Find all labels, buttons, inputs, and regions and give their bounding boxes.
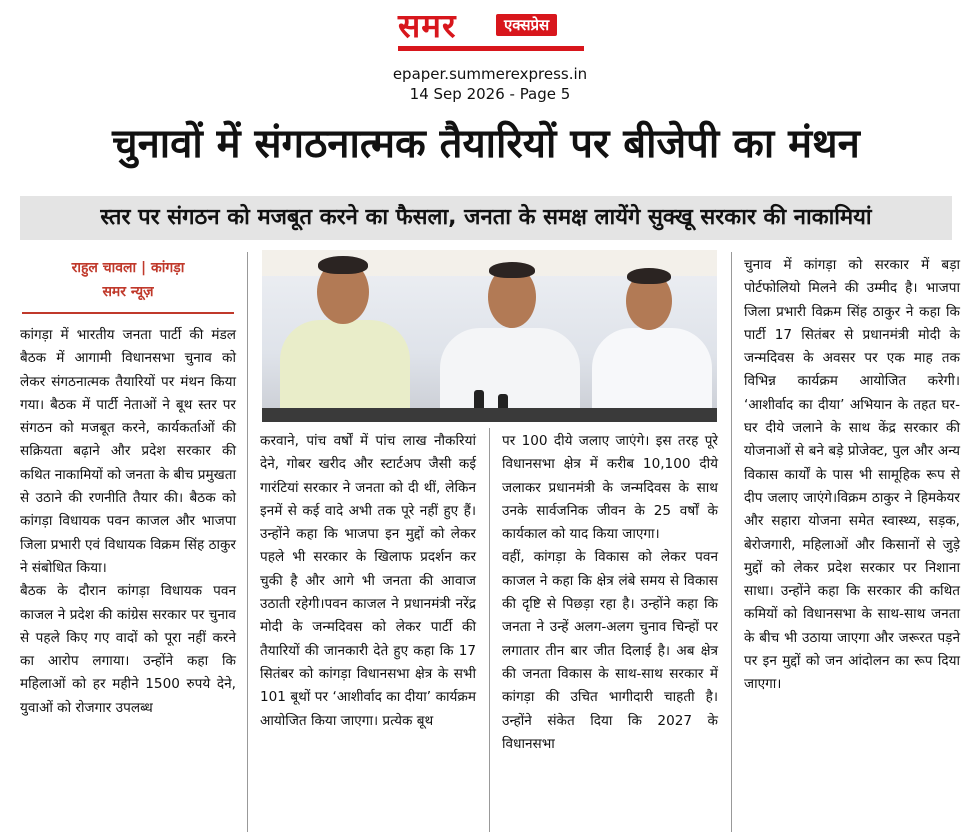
logo-badge-text: एक्सप्रेस bbox=[496, 14, 557, 36]
article-column-2 bbox=[260, 430, 476, 733]
masthead-logo bbox=[398, 8, 584, 54]
edition-date-page: 14 Sep 2026 - Page 5 bbox=[409, 85, 571, 103]
column-divider bbox=[731, 252, 732, 832]
article-paragraph: करवाने, पांच वर्षों में पांच लाख नौकरियां देने, गोबर खरीद और स्टार्टअप जैसी कई गारंटियां सरकार ने जनता को दी थीं, लेकिन इनमें से कई वादे अभी तक पूरे नहीं हुए हैं। उन्होंने कहा कि भाजपा इन मुद्दों को लेकर पहले भी सरकार के खिलाफ प्रदर्शन कर चुकी है और आगे भी जनता की आवाज उठाती रहेगी।पवन काजल ने प्रधानमंत्री नरेंद्र मोदी के जन्मदिवस को लेकर पार्टी की तैयारियों की जानकारी देते हुए कहा कि 17 सितंबर को कांगड़ा विधानसभा क्षेत्र के सभी 101 बूथों पर ‘आशीर्वाद का दीया’ कार्यक्रम आयोजित किया जाएगा। प्रत्येक बूथ bbox=[260, 433, 476, 729]
article-column-1 bbox=[20, 324, 236, 720]
article-paragraph: चुनाव में कांगड़ा को सरकार में बड़ा पोर्टफोलियो मिलने की उम्मीद है। भाजपा जिला प्रभारी विक्रम सिंह ठाकुर ने कहा कि पार्टी 17 सितंबर से प्रधानमंत्री मोदी के जन्मदिवस के अवसर पर एक माह तक विभिन्न कार्यक्रम आयोजित करेगी। ‘आशीर्वाद का दीया’ अभियान के तहत घर-घर दीये जलाने के साथ केंद्र सरकार की योजनाओं से बने बड़े प्रोजेक्ट, पुल और अन्य विकास कार्यों के पास भी सामूहिक रूप से दीप जलाए जाएंगे।विक्रम ठाकुर ने हिमकेयर और सहारा योजना समेत स्वास्थ्य, सड़क, बेरोजगारी, महिलाओं और किसानों से जुड़े मुद्दों को लेकर प्रदेश सरकार पर निशाना साधा। उन्होंने कहा कि सरकार की कथित कमियों को विधानसभा के साथ-साथ जनता के बीच भी उठाया जाएगा और जरूरत पड़ने पर इन मुद्दों को जन आंदोलन का रूप दिया जाएगा। bbox=[744, 257, 960, 693]
byline-divider bbox=[22, 312, 234, 314]
article-paragraph: कांगड़ा में भारतीय जनता पार्टी की मंडल बैठक में आगामी विधानसभा चुनाव को लेकर संगठनात्मक तैयारियों पर मंथन किया गया। बैठक में पार्टी नेताओं ने बूथ स्तर पर संगठन को मजबूत करने, कार्यकर्ताओं की सक्रियता बढ़ाने और प्रदेश सरकार की कथित नाकामियों को जनता के बीच प्रमुखता से उठाने की रणनीति तैयार की। बैठक को कांगड़ा विधायक पवन काजल और भाजपा जिला प्रभारी एवं विधायक विक्रम सिंह ठाकुर ने संबोधित किया। bbox=[20, 327, 236, 576]
photo-table bbox=[262, 408, 717, 422]
subheadline-box bbox=[20, 196, 952, 240]
article-subheadline: स्तर पर संगठन को मजबूत करने का फैसला, जनता के समक्ष लायेंगे सुक्खू सरकार की नाकामियां bbox=[100, 205, 872, 230]
article-headline: चुनावों में संगठनात्मक तैयारियों पर बीजेपी का मंथन bbox=[112, 121, 860, 167]
article-photo bbox=[262, 250, 717, 422]
site-url[interactable]: epaper.summerexpress.in bbox=[392, 65, 588, 83]
byline bbox=[22, 256, 234, 304]
article-paragraph: बैठक के दौरान कांगड़ा विधायक पवन काजल ने प्रदेश की कांग्रेस सरकार पर चुनाव से पहले किए गए वादों को पूरा नहीं करने का आरोप लगाया। उन्होंने कहा कि महिलाओं को हर महीने 1500 रुपये देने, युवाओं को रोजगार उपलब्ध bbox=[20, 583, 236, 716]
logo-underline bbox=[398, 46, 584, 51]
byline-org: समर न्यूज़ bbox=[102, 284, 154, 300]
article-column-3 bbox=[502, 430, 718, 756]
column-divider bbox=[247, 252, 248, 832]
edition-info bbox=[330, 64, 650, 104]
article-paragraph: वहीं, कांगड़ा के विकास को लेकर पवन काजल ने कहा कि क्षेत्र लंबे समय से विकास की दृष्टि से पिछड़ा रहा है। उन्होंने कहा कि जनता ने उन्हें अलग-अलग चुनाव चिन्हों पर लगातार तीन बार जीत दिलाई है। अब क्षेत्र की जनता विकास के साथ-साथ सरकार में कांगड़ा की उचित भागीदारी चाहती है। उन्होंने संकेत दिया कि 2027 के विधानसभा bbox=[502, 549, 718, 752]
article-paragraph: पर 100 दीये जलाए जाएंगे। इस तरह पूरे विधानसभा क्षेत्र में करीब 10,100 दीये जलाकर प्रधानमंत्री के जन्मदिवस के साथ उनके सार्वजनिक जीवन के 25 वर्षों के कार्यकाल को याद किया जाएगा। bbox=[502, 433, 718, 543]
article-column-4 bbox=[744, 254, 960, 697]
logo-main-text: समर bbox=[398, 6, 457, 45]
column-divider bbox=[489, 428, 490, 832]
byline-name: राहुल चावला | कांगड़ा bbox=[71, 260, 185, 276]
